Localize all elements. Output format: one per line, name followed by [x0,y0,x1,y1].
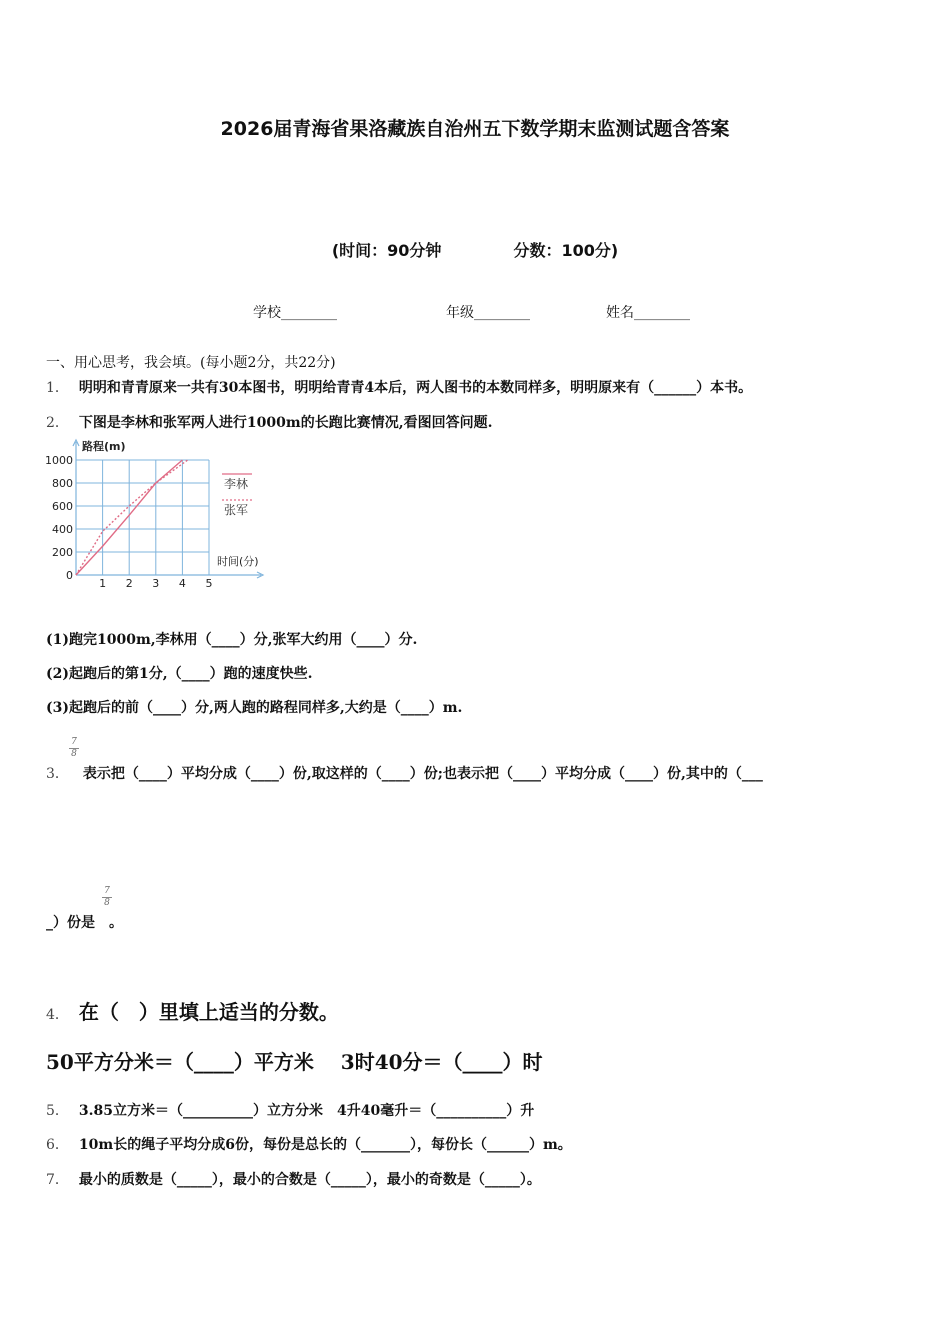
question-number: 3． [46,766,69,782]
y-tick-label: 1000 [45,454,73,467]
y-tick-label: 400 [52,523,73,536]
question-number: 6． [46,1137,69,1153]
legend-label: 张军 [224,503,249,517]
school-field[interactable]: 学校________ [253,305,337,321]
question-5 [46,1100,534,1120]
fraction-denominator: 8 [104,898,110,908]
time-limit: (时间：90分钟 [331,241,442,260]
fraction-denominator: 8 [71,749,77,759]
total-score: 分数：100分) [513,241,619,260]
fraction-numerator: 7 [104,886,110,896]
x-axis-title: 时间(分) [217,555,259,568]
question-text-continued: _）份是 [46,915,95,931]
question-text: 最小的质数是（_____），最小的合数是（_____），最小的奇数是（_____）。 [78,1172,541,1188]
x-tick-label: 5 [205,577,213,590]
question-4 [46,996,339,1025]
y-tick-label: 0 [66,569,73,582]
question-number: 7． [46,1172,69,1188]
legend-label: 李林 [224,477,249,491]
question-number: 1． [46,380,69,396]
question-end: 。 [109,915,123,931]
question-3-continued [46,912,123,932]
y-axis-title: 路程(m) [82,440,126,453]
x-tick-label: 3 [152,577,160,590]
y-tick-label: 800 [52,477,73,490]
name-field[interactable]: 姓名________ [606,305,690,321]
question-2 [46,412,492,432]
fraction-numerator: 7 [71,737,77,747]
exam-meta [0,238,950,261]
question-text: 3.85立方米＝（__________）立方分米 4升40毫升＝（__________）升 [78,1103,535,1119]
question-2-part-2: (2)起跑后的第1分,（____）跑的速度快些. [46,666,313,682]
fraction-seven-eighths [69,738,79,759]
question-4-line: 50平方分米＝（____）平方米 3时40分＝（____）时 [46,1050,543,1074]
x-tick-label: 4 [178,577,186,590]
question-text: 在（ ）里填上适当的分数。 [78,1000,339,1024]
grade-field[interactable]: 年级________ [446,305,530,321]
question-3 [46,763,763,783]
question-text: 下图是李林和张军两人进行1000m的长跑比赛情况,看图回答问题. [78,415,493,431]
question-2-part-3: (3)起跑后的前（____）分,两人跑的路程同样多,大约是（____）m. [46,700,463,716]
question-text: 明明和青青原来一共有30本图书，明明给青青4本后，两人图书的本数同样多，明明原来有（______）本书。 [78,380,753,396]
question-text: 10m长的绳子平均分成6份，每份是总长的（_______），每份长（______）m。 [78,1137,572,1153]
y-tick-label: 600 [52,500,73,513]
question-7 [46,1169,541,1189]
y-tick-label: 200 [52,546,73,559]
chart-series [76,460,188,575]
question-6 [46,1134,572,1154]
question-text: 表示把（____）平均分成（____）份,取这样的（____）份;也表示把（____）平均分成（____）份,其中的（___ [82,766,763,782]
x-tick-label: 2 [125,577,133,590]
question-number: 5． [46,1103,69,1119]
chart-grid [76,460,209,575]
question-1 [46,377,752,397]
x-tick-label: 1 [99,577,107,590]
fraction-seven-eighths [102,887,112,908]
question-number: 4． [46,1007,69,1023]
question-2-part-1: (1)跑完1000m,李林用（____）分,张军大约用（____）分. [46,632,418,648]
chart-legend [222,474,252,517]
question-number: 2． [46,415,69,431]
section-heading: 一、用心思考，我会填。(每小题2分，共22分) [46,355,336,371]
page-title: 2026届青海省果洛藏族自治州五下数学期末监测试题含答案 [220,118,730,140]
race-chart [40,436,280,596]
